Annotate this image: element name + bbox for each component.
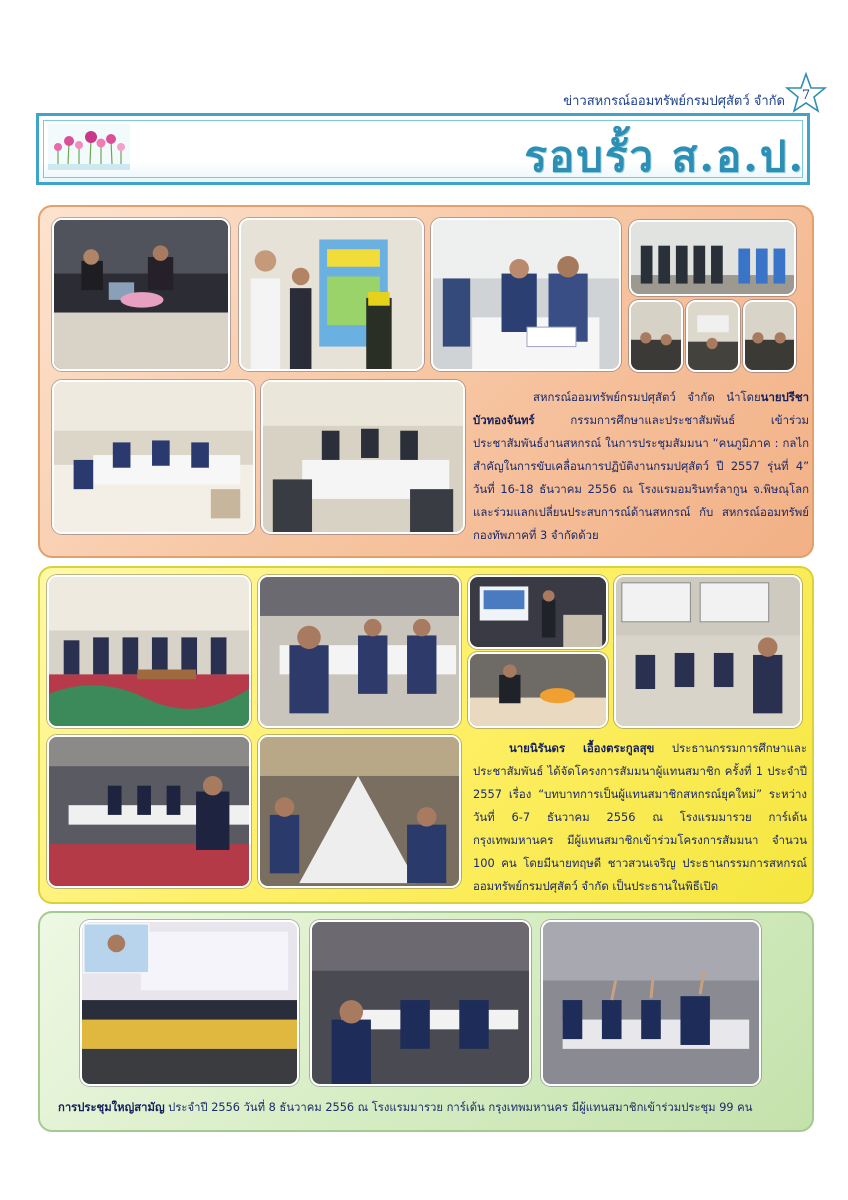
story2-person: นายนิรันดร เอื้องตระกูลสุข bbox=[509, 741, 655, 755]
story-text-2 bbox=[473, 737, 807, 898]
photo-conference-room-2 bbox=[261, 380, 465, 534]
photo-annual-meeting-stage bbox=[80, 920, 299, 1086]
photo-registration-desk bbox=[431, 218, 621, 371]
caption-text-3 bbox=[58, 1098, 810, 1116]
photo-seminar-audience-2 bbox=[258, 735, 461, 888]
story-text-1 bbox=[473, 386, 809, 547]
photo-annual-meeting-audience bbox=[310, 920, 531, 1086]
flower-decoration bbox=[48, 124, 130, 170]
caption3-body: ประจำปี 2556 วันที่ 8 ธันวาคม 2556 ณ โรงแรมมารวย การ์เด้น กรุงเทพมหานคร มีผู้แทนสมาชิกเข้าร่วมประชุม 99 คน bbox=[164, 1101, 753, 1114]
story1-person: นายปรีชา บัวทองจันทร์ bbox=[473, 390, 809, 427]
star-icon bbox=[785, 72, 827, 114]
photo-seminar-audience-1 bbox=[258, 575, 461, 728]
photo-head-table bbox=[468, 652, 608, 728]
photo-meeting-small-3 bbox=[743, 300, 796, 372]
photo-group-lineup bbox=[629, 220, 796, 296]
page-number-star bbox=[785, 72, 827, 114]
section-title: รอบรั้ว ส.อ.ป. bbox=[524, 132, 805, 181]
flower-icon bbox=[48, 124, 130, 170]
page-number: 7 bbox=[801, 88, 811, 103]
photo-seminar-tables bbox=[47, 735, 251, 888]
photo-presentation-stage bbox=[52, 218, 230, 371]
photo-annual-meeting-vote bbox=[541, 920, 761, 1086]
story1-body: กรรมการศึกษาและประชาสัมพันธ์ เข้าร่วมประชาสัมพันธ์งานสหกรณ์ ในการประชุมสัมมนา “คนภูมิภาค : กลไกสำคัญในการขับเคลื่อนการปฏิบัติงานกรมปศุสัตว์ ปี 2557 รุ่นที่ 4” วันที่ 16-18 ธันวาคม 2556 ณ โรงแรมอมรินทร์ลากูน จ.พิษณุโลก และร่วมแลกเปลี่ยนประสบการณ์ด้านสหกรณ์ กับ สหกรณ์ออมทรัพย์กองทัพภาคที่ 3 จำกัดด้วย bbox=[473, 413, 809, 542]
story1-lead: สหกรณ์ออมทรัพย์กรมปศุสัตว์ จำกัด นำโดย bbox=[533, 390, 761, 404]
photo-seminar-hall bbox=[614, 575, 802, 728]
photo-booth-visit bbox=[239, 218, 424, 371]
photo-meeting-small-2 bbox=[686, 300, 740, 372]
story2-body: ประธานกรรมการศึกษาและประชาสัมพันธ์ ได้จัดโครงการสัมมนาผู้แทนสมาชิก ครั้งที่ 1 ประจำปี 2557 เรื่อง “บทบาทการเป็นผู้แทนสมาชิกสหกรณ์ยุคใหม่” ระหว่างวันที่ 6-7 ธันวาคม 2556 ณ โรงแรมมารวย การ์เด้น กรุงเทพมหานคร มีผู้แทนสมาชิกเข้าร่วมโครงการสัมมนา จำนวน 100 คน โดยมีนายทฤษดี ชาวสวนเจริญ ประธานกรรมการสหกรณ์ออมทรัพย์กรมปศุสัตว์ จำกัด เป็นประธานในพิธีเปิด bbox=[473, 741, 808, 893]
caption3-event: การประชุมใหญ่สามัญ bbox=[58, 1101, 165, 1114]
newsletter-name: ข่าวสหกรณ์ออมทรัพย์กรมปศุสัตว์ จำกัด bbox=[563, 94, 785, 109]
photo-conference-room-1 bbox=[52, 380, 255, 534]
photo-seminar-front-row bbox=[47, 575, 251, 728]
photo-meeting-small-1 bbox=[629, 300, 683, 372]
photo-speaker-podium bbox=[468, 575, 608, 649]
